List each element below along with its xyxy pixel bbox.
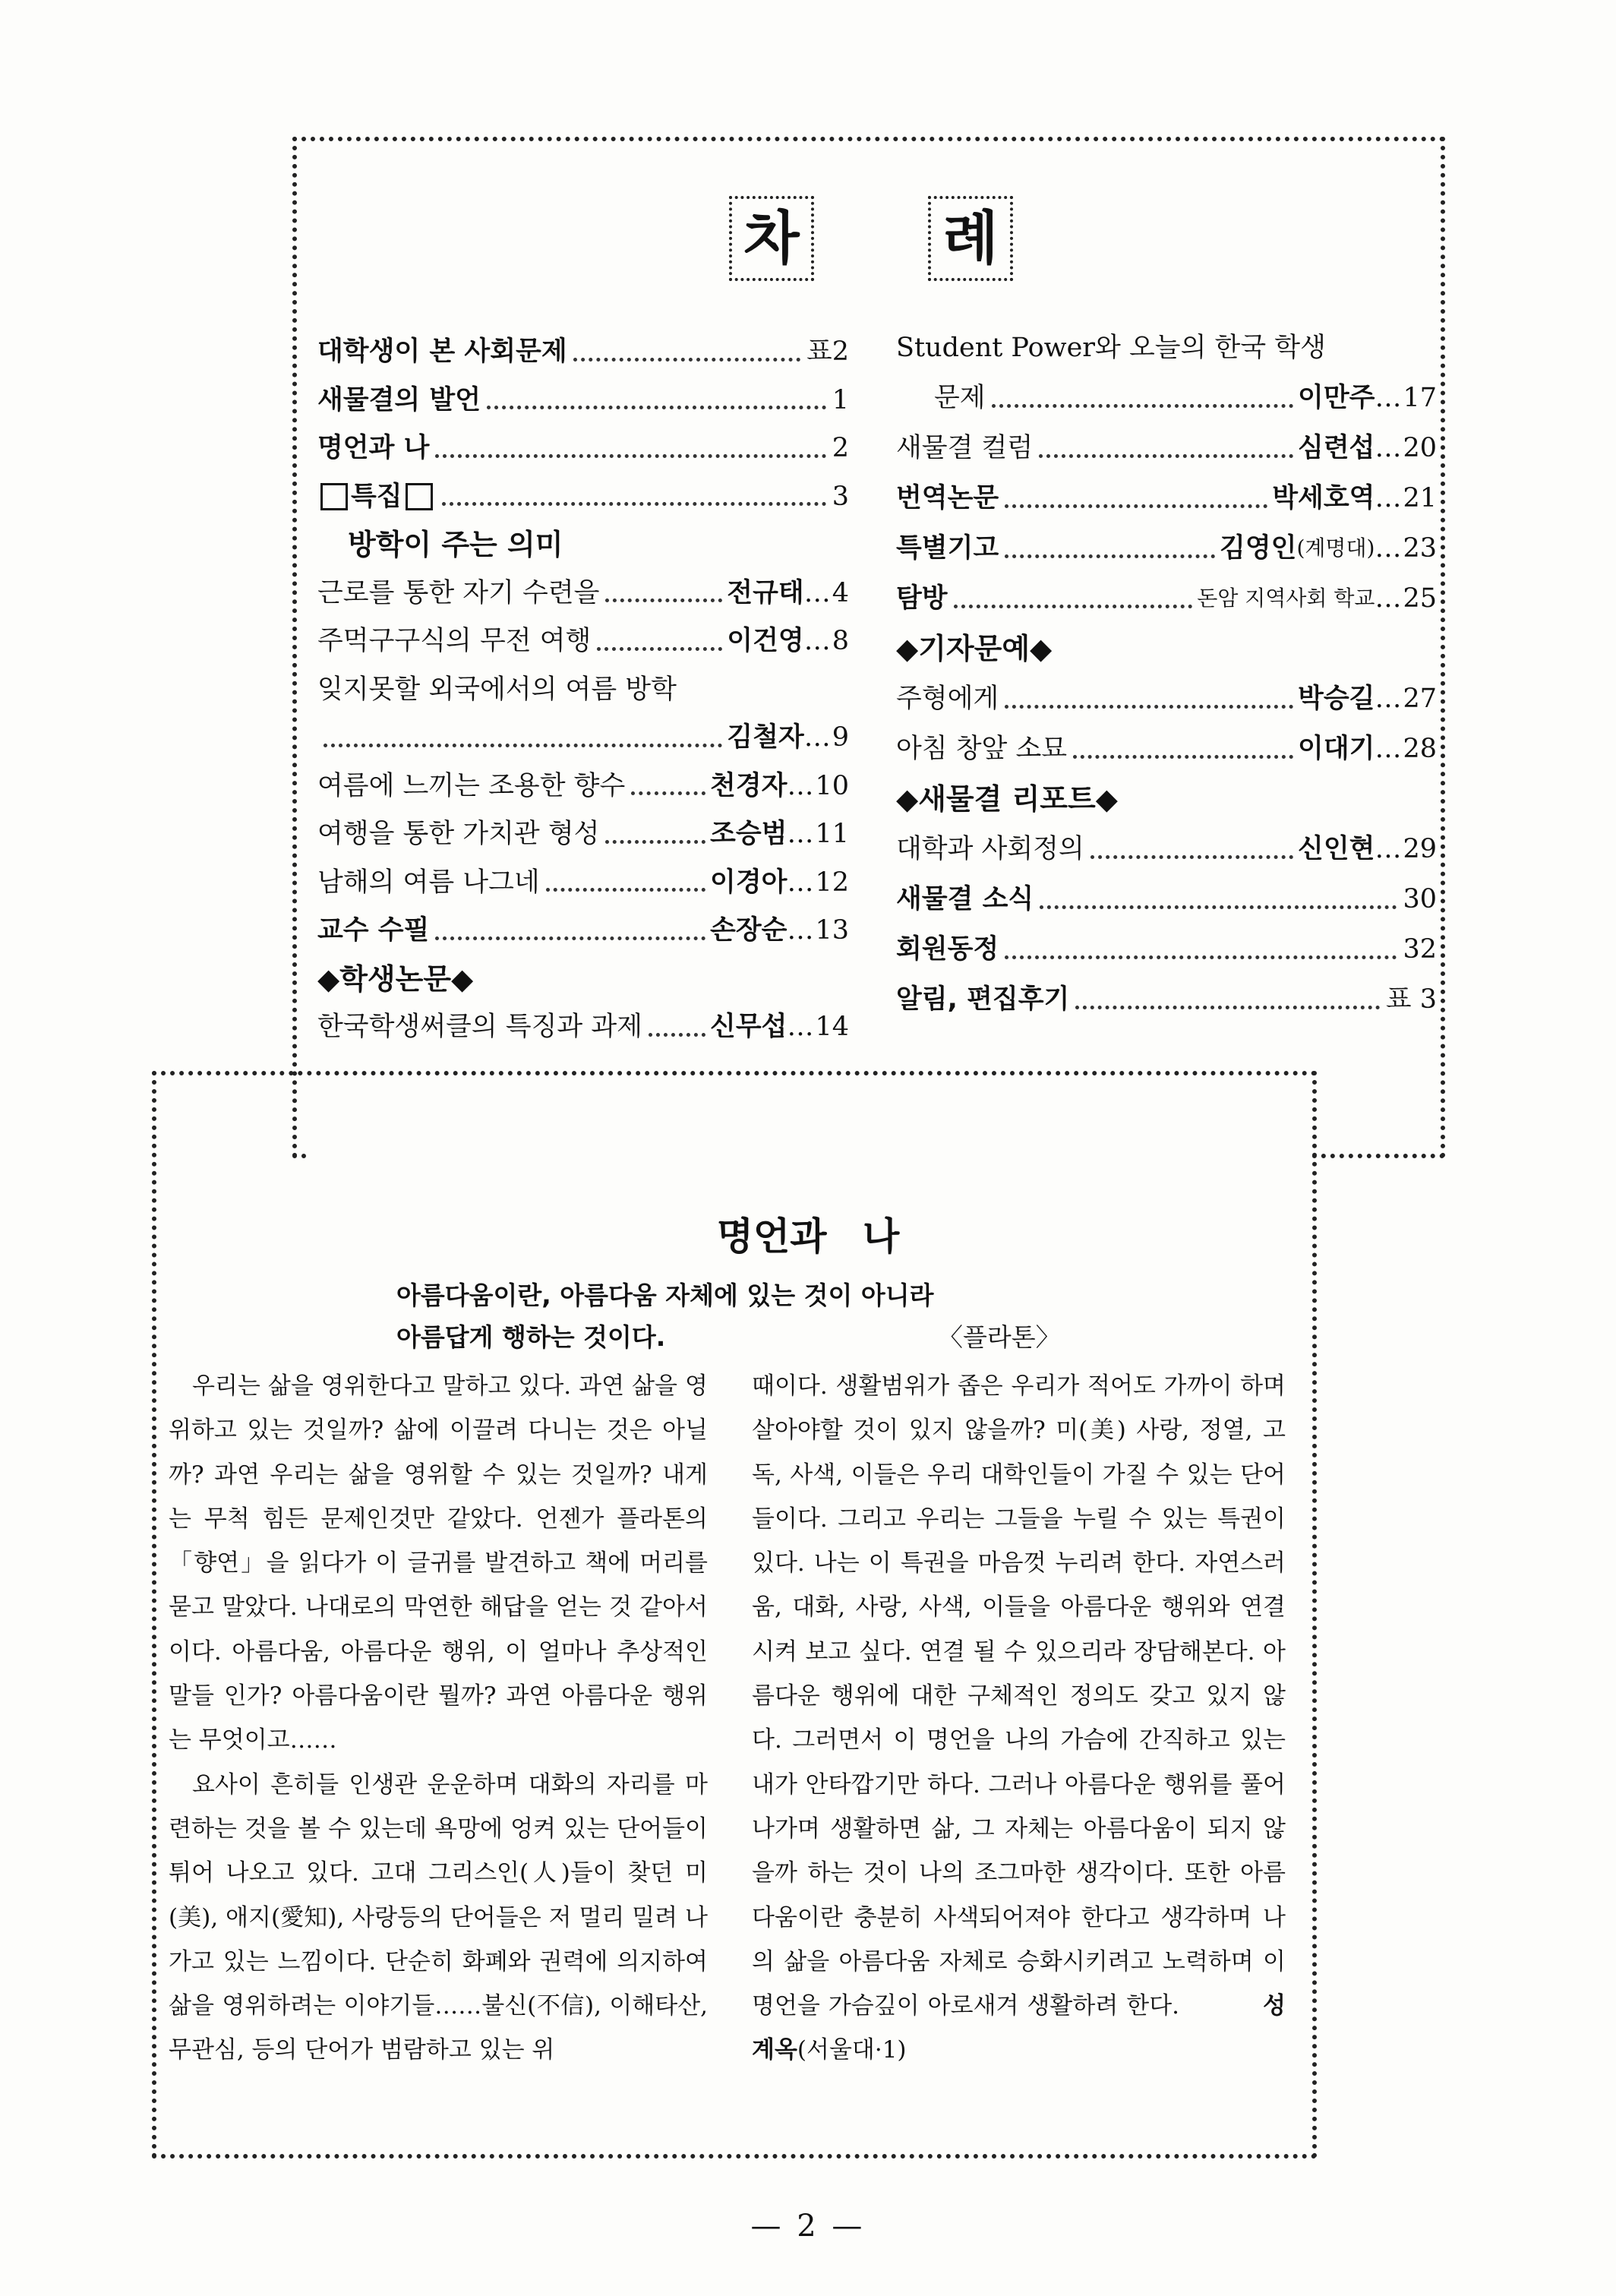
toc-entry-author: 신무섭 (710, 1012, 787, 1042)
toc-entry-title: 탐방 (896, 583, 948, 614)
leader-dots (1005, 554, 1215, 558)
article-paragraph: 요사이 흔히들 인생관 운운하며 대화의 자리를 마련하는 것을 볼 수 있는데 욕망에 엉켜 있는 단어들이 튀어 나오고 있다. 고대 그리스인(人)들이 찾던 미(美), 애지(愛知), 사랑등의 단어들은 저 멀리 밀려 나가고 있는 느낌이다. 단순히 화폐와 권력에 의지하여 삶을 영위하려는 이야기들……불신(不信), 이해타산, 무관심, 등의 단어가 범람하고 있는 위 (169, 1770, 708, 2064)
toc-entry-title: 새물결의 발언 (317, 384, 481, 415)
toc-entry-author: 박승길 (1298, 684, 1375, 714)
toc-entry-title: 잊지못할 외국에서의 여름 방학 (317, 674, 677, 705)
toc-entry-author: 심련섭 (1298, 433, 1375, 463)
leader-dots (1005, 504, 1267, 508)
toc-entry: 특별기고 김영인 (계명대) … 23 (896, 526, 1437, 571)
toc-subheading: 방학이 주는 의미 (348, 528, 563, 561)
toc-entry (317, 377, 849, 423)
toc-entry (896, 876, 1437, 922)
leader-dots (435, 936, 705, 940)
toc-entry-author: 신인현 (1298, 834, 1375, 864)
leader-dots (1073, 755, 1293, 759)
toc-section-heading: ◆기자문예◆ (896, 632, 1053, 665)
toc-entry-title: 번역논문 (896, 483, 999, 513)
toc-page-number: 30 (1403, 884, 1437, 914)
toc-page-number: 27 (1403, 684, 1437, 714)
toc-entry-author: 김철자 (727, 722, 804, 753)
toc-entry-title: 아침 창앞 소묘 (896, 734, 1068, 764)
toc-entry-author: 이경아 (710, 867, 787, 898)
toc-page-number: 4 (832, 577, 849, 608)
toc-entry-author: 김영인 (1220, 533, 1297, 564)
toc-entry-author: 이건영 (727, 626, 804, 656)
toc-entry-author: 박세호역 (1272, 483, 1375, 513)
toc-page-number: 17 (1403, 383, 1437, 413)
toc-entry-title: 대학생이 본 사회문제 (317, 336, 567, 367)
toc-left-column (317, 329, 849, 1058)
toc-entry-title: 새물결 소식 (896, 884, 1034, 914)
toc-entry-author: 이대기 (1298, 734, 1375, 764)
toc-entry (317, 425, 849, 471)
toc-entry-title: 문제 (934, 383, 986, 413)
toc-entry: 주형에게 박승길 … 27 (896, 676, 1437, 722)
toc-page-number: 9 (832, 722, 849, 753)
quote-line-1: 아름다움이란, 아름다움 자체에 있는 것이 아니라 (396, 1281, 934, 1310)
toc-entry (317, 329, 849, 374)
toc-entry-title: 특집 (351, 481, 402, 512)
toc-page-number: 23 (1403, 533, 1437, 564)
toc-page-number: 2 (832, 433, 849, 463)
toc-entry: 여름에 느끼는 조용한 향수 천경자 … 10 (317, 763, 849, 809)
leader-dots (605, 840, 705, 844)
leader-dots (1005, 705, 1293, 709)
leader-dots (1075, 1006, 1379, 1009)
toc-entry-title: 남해의 여름 나그네 (317, 867, 540, 898)
toc-entry-title: 주먹구구식의 무전 여행 (317, 626, 592, 656)
toc-entry-author: 전규태 (727, 577, 804, 608)
toc-entry-title: 회원동정 (896, 934, 999, 965)
toc-entry (896, 927, 1437, 972)
leader-dots (992, 404, 1293, 408)
leader-dots (1040, 905, 1397, 909)
leader-dots (546, 888, 705, 892)
toc-page-number: 표2 (806, 336, 849, 367)
toc-entry: 김철자 … 9 (317, 715, 849, 760)
box-icon (406, 483, 433, 510)
toc-page-number: 11 (815, 819, 849, 849)
leader-dots (1039, 454, 1293, 458)
toc-entry: 한국학생써클의 특징과 과제 신무섭 … 14 (317, 1004, 849, 1050)
leader-dots (954, 605, 1193, 608)
toc-page-number: 13 (815, 915, 849, 946)
toc-title-char-2: 례 (928, 196, 1013, 281)
article-right-column (752, 1364, 1286, 2073)
toc-entry-title: 명언과 나 (317, 433, 430, 463)
toc-page-number: 표 3 (1385, 984, 1437, 1015)
box-icon (320, 483, 348, 510)
toc-entry-author: 돈암 지역사회 학교 (1197, 586, 1375, 611)
toc-page-number: 8 (832, 626, 849, 656)
toc-entry-title: 한국학생써클의 특징과 과제 (317, 1012, 642, 1042)
toc-page-number: 29 (1403, 834, 1437, 864)
toc-page-number: 12 (815, 867, 849, 898)
toc-entry-title: 특별기고 (896, 533, 999, 564)
toc-page-number: 32 (1403, 934, 1437, 965)
toc-entry: 번역논문 박세호역 … 21 (896, 475, 1437, 521)
toc-entry-author: 손장순 (710, 915, 787, 946)
leader-dots (1005, 955, 1397, 959)
toc-entry: 대학과 사회정의 신인현 … 29 (896, 826, 1437, 872)
toc-entry (317, 474, 849, 520)
quote-line-2: 아름답게 행하는 것이다. (396, 1322, 666, 1352)
leader-dots (649, 1033, 705, 1037)
toc-entry-author: 이만주 (1298, 383, 1375, 413)
toc-entry-affiliation: (계명대) (1296, 535, 1375, 561)
toc-entry: 문제 이만주 … 17 (896, 375, 1437, 421)
toc-page-number: 21 (1403, 483, 1437, 513)
toc-entry-title: 대학과 사회정의 (896, 834, 1084, 864)
toc-entry-title: 알림, 편집후기 (896, 984, 1070, 1015)
toc-page-number: 10 (815, 770, 849, 801)
toc-entry-author: 조승범 (710, 819, 787, 849)
toc-page-number: 20 (1403, 433, 1437, 463)
toc-entry: 여행을 통한 가치관 형성 조승범 … 11 (317, 811, 849, 857)
toc-right-column (896, 325, 1437, 1054)
leader-dots (435, 454, 825, 458)
toc-entry-title: 여름에 느끼는 조용한 향수 (317, 770, 626, 801)
toc-page-number: 14 (815, 1012, 849, 1042)
leader-dots (487, 406, 826, 409)
toc-title-char-1: 차 (729, 196, 814, 281)
toc-section-heading: ◆학생논문◆ (317, 962, 474, 996)
toc-entry: 남해의 여름 나그네 이경아 … 12 (317, 860, 849, 905)
toc-entry: 주먹구구식의 무전 여행 이건영 … 8 (317, 618, 849, 664)
toc-entry-title: 새물결 컬럼 (896, 433, 1034, 463)
toc-page-number: 25 (1403, 583, 1437, 614)
toc-entry-title: Student Power와 오늘의 한국 학생 (896, 333, 1326, 363)
toc-entry-title: 여행을 통한 가치관 형성 (317, 819, 600, 849)
toc-entry: 근로를 통한 자기 수련을 전규태 … 4 (317, 570, 849, 616)
leader-dots (573, 358, 800, 362)
article-paragraph: 우리는 삶을 영위한다고 말하고 있다. 과연 삶을 영위하고 있는 것일까? 삶에 이끌려 다니는 것은 아닐까? 과연 우리는 삶을 영위할 수 있는 것일까? 내게는 무척 힘든 문제인것만 같았다. 언젠가 플라톤의 「향연」을 읽다가 이 글귀를 발견하고 책에 머리를 묻고 말았다. 나대로의 막연한 해답을 얻는 것 같아서 이다. 아름다움, 아름다운 행위, 이 얼마나 추상적인 말들 인가? 아름다움이란 뭘까? 과연 아름다운 행위는 무엇이고…… (169, 1372, 708, 1754)
article-paragraph: 때이다. 생활범위가 좁은 우리가 적어도 가까이 하며 살아야할 것이 있지 않을까? 미(美) 사랑, 정열, 고독, 사색, 이들은 우리 대학인들이 가질 수 있는 단어들이다. 그리고 우리는 그들을 누릴 수 있는 특권이 있다. 나는 이 특권을 마음껏 누리려 한다. 자연스러움, 대화, 사랑, 사색, 이들을 아름다운 행위와 연결시켜 보고 싶다. 연결 될 수 있으리라 장담해본다. 아름다운 행위에 대한 구체적인 정의도 갖고 있지 않다. 그러면서 이 명언을 나의 가슴에 간직하고 있는 내가 안타깝기만 하다. 그러나 아름다운 행위를 풀어 나가며 생활하면 삶, 그 자체는 아름다움이 되지 않을까 하는 것이 나의 조그마한 생각이다. 또한 아름다움이란 충분히 사색되어져야 한다고 생각하며 나의 삶을 아름다움 자체로 승화시키려고 노력하며 이 명언을 가슴깊이 아로새겨 생활하려 한다. (752, 1372, 1286, 2020)
leader-dots (442, 502, 826, 506)
toc-entry: 탐방 돈암 지역사회 학교 … 25 (896, 576, 1437, 621)
toc-page-number: 28 (1403, 734, 1437, 764)
toc-page-number: 3 (832, 481, 849, 512)
page-number: — 2 — (750, 2209, 866, 2244)
toc-entry-title: 주형에게 (896, 684, 999, 714)
quote-source: 〈플라톤〉 (938, 1322, 1061, 1352)
toc-entry-title: 교수 수필 (317, 915, 430, 946)
leader-dots (597, 647, 722, 651)
toc-entry (896, 977, 1437, 1022)
article-author-affiliation: (서울대·1) (797, 2036, 907, 2064)
toc-entry-title: 근로를 통한 자기 수련을 (317, 577, 600, 608)
article-author: 성 계옥 (752, 1992, 1286, 2064)
toc-page-number: 1 (832, 384, 849, 415)
leader-dots (631, 791, 705, 795)
leader-dots (1090, 855, 1293, 859)
article-title: 명언과 나 (716, 1214, 900, 1259)
toc-entry: 교수 수필 손장순 … 13 (317, 908, 849, 953)
toc-entry: 아침 창앞 소묘 이대기 … 28 (896, 726, 1437, 772)
leader-dots (324, 744, 722, 747)
leader-dots (605, 598, 722, 602)
toc-section-heading: ◆새물결 리포트◆ (896, 782, 1118, 816)
toc-entry: 새물결 컬럼 심련섭 … 20 (896, 425, 1437, 471)
article-left-column (169, 1364, 708, 2073)
toc-entry-author: 천경자 (710, 770, 787, 801)
